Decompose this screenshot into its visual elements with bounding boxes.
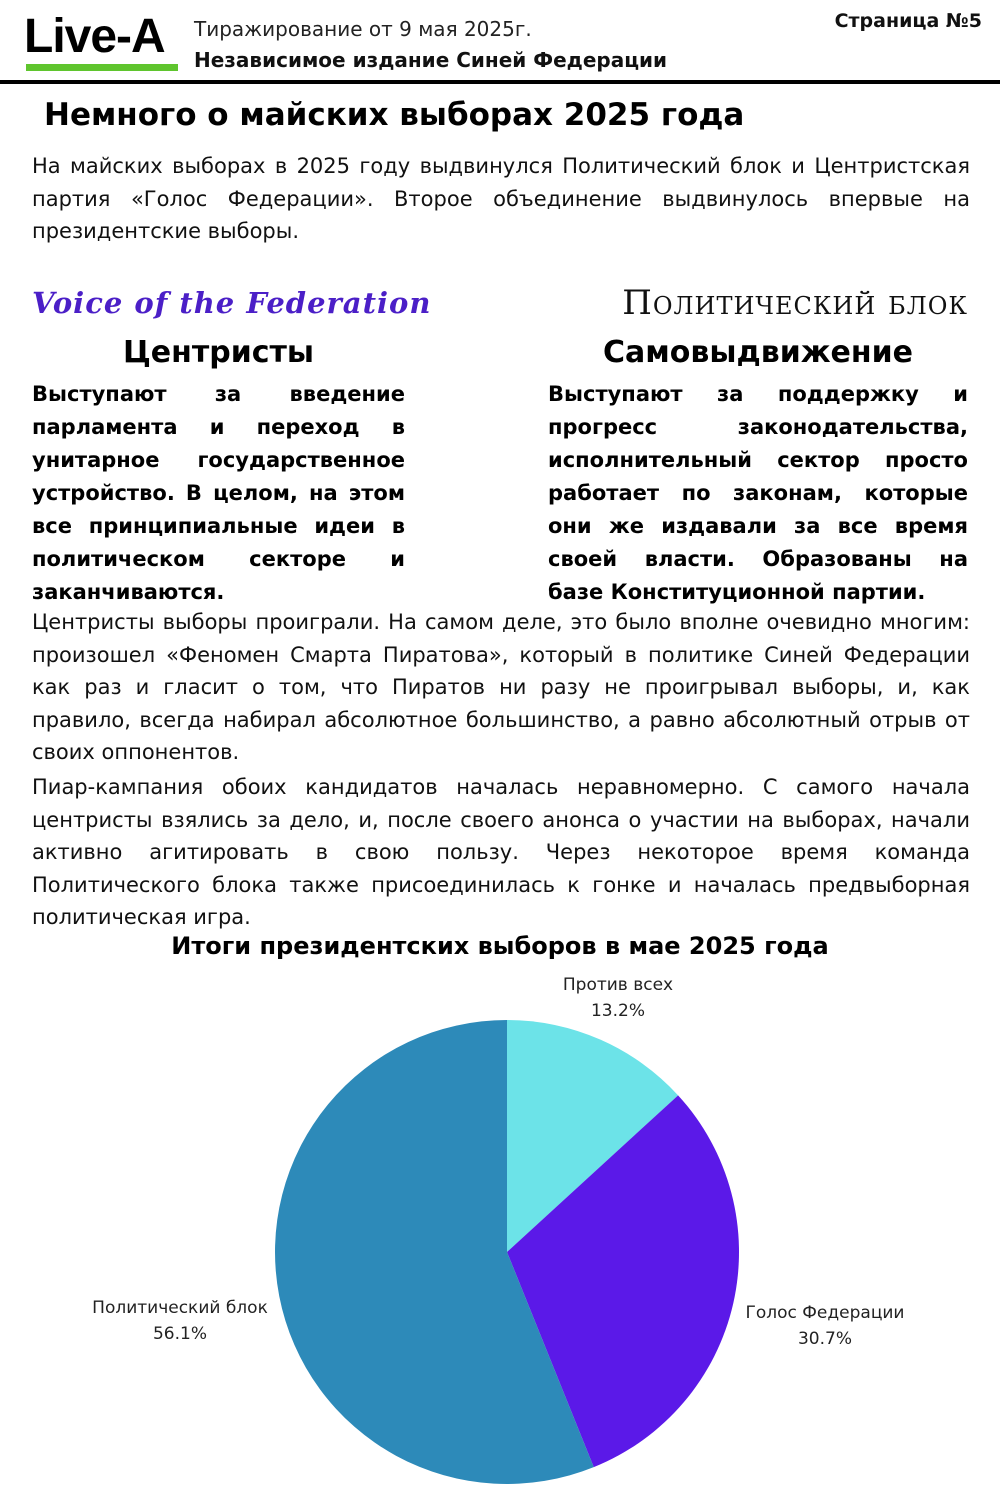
campaign-paragraph: Пиар-кампания обоих кандидатов началась неравномерно. С самого начала центристы взялись за дело, и, после своего анонса о участии на выборах, начали активно агитировать в свою пользу. Через некоторое время команда Политического блока также присоединилась к гонке и началась предвыборная политическая игра. [32,775,970,929]
election-pie-chart [0,960,1000,1500]
logo: Live-A [24,10,165,63]
centrists-heading: Центристы [122,335,315,370]
pie-value-2: 30.7% [797,1329,853,1349]
pie-label-3: Политический блок [92,1298,268,1318]
edition-date: Тиражирование от 9 мая 2025г. [194,17,532,41]
logo-underline [26,64,178,71]
centrists-column [32,280,432,609]
political-block-column [548,280,968,609]
pie-value-1: 13.2% [590,1001,646,1021]
page-number: Страница №5 [834,10,982,32]
pie-label-2: Голос Федерации [745,1303,905,1323]
political-block-wordmark: Политический блок [622,283,968,323]
intro-paragraph: На майских выборах в 2025 году выдвинулся Политический блок и Центристская партия «Голос Федерации». Второе объединение выдвинулось впервые на президентские выборы. [32,154,970,243]
results-paragraph: Центристы выборы проиграли. На самом деле, это было вполне очевидно многим: произошел «Феномен Смарта Пиратова», который в политике Синей Федерации как раз и гласит о том, что Пиратов ни разу не проигрывал выборы, и, как правило, всегда набирал абсолютное большинство, а равно абсолютный отрыв от своих оппонентов. [32,610,970,764]
pie-value-3: 56.1% [152,1324,208,1344]
header-divider [0,80,1000,84]
chart-title: Итоги президентских выборов в мае 2025 года [171,932,829,960]
article-title: Немного о майских выборах 2025 года [44,97,745,133]
centrists-description: Выступают за введение парламента и переход в унитарное государственное устройство. В целом, на этом все принципиальные идеи в политическом секторе и заканчиваются. [32,382,405,604]
self-nomination-heading: Самовыдвижение [602,335,914,370]
publication-tagline: Независимое издание Синей Федерации [194,48,668,72]
voice-of-federation-wordmark: Voice of the Federation [32,286,432,320]
political-block-description: Выступают за поддержку и прогресс законодательства, исполнительный сектор просто работает по законам, которые они же издавали за все время своей власти. Образованы на базе Конституционной партии. [548,382,968,604]
pie-label-1: Против всех [562,975,674,995]
